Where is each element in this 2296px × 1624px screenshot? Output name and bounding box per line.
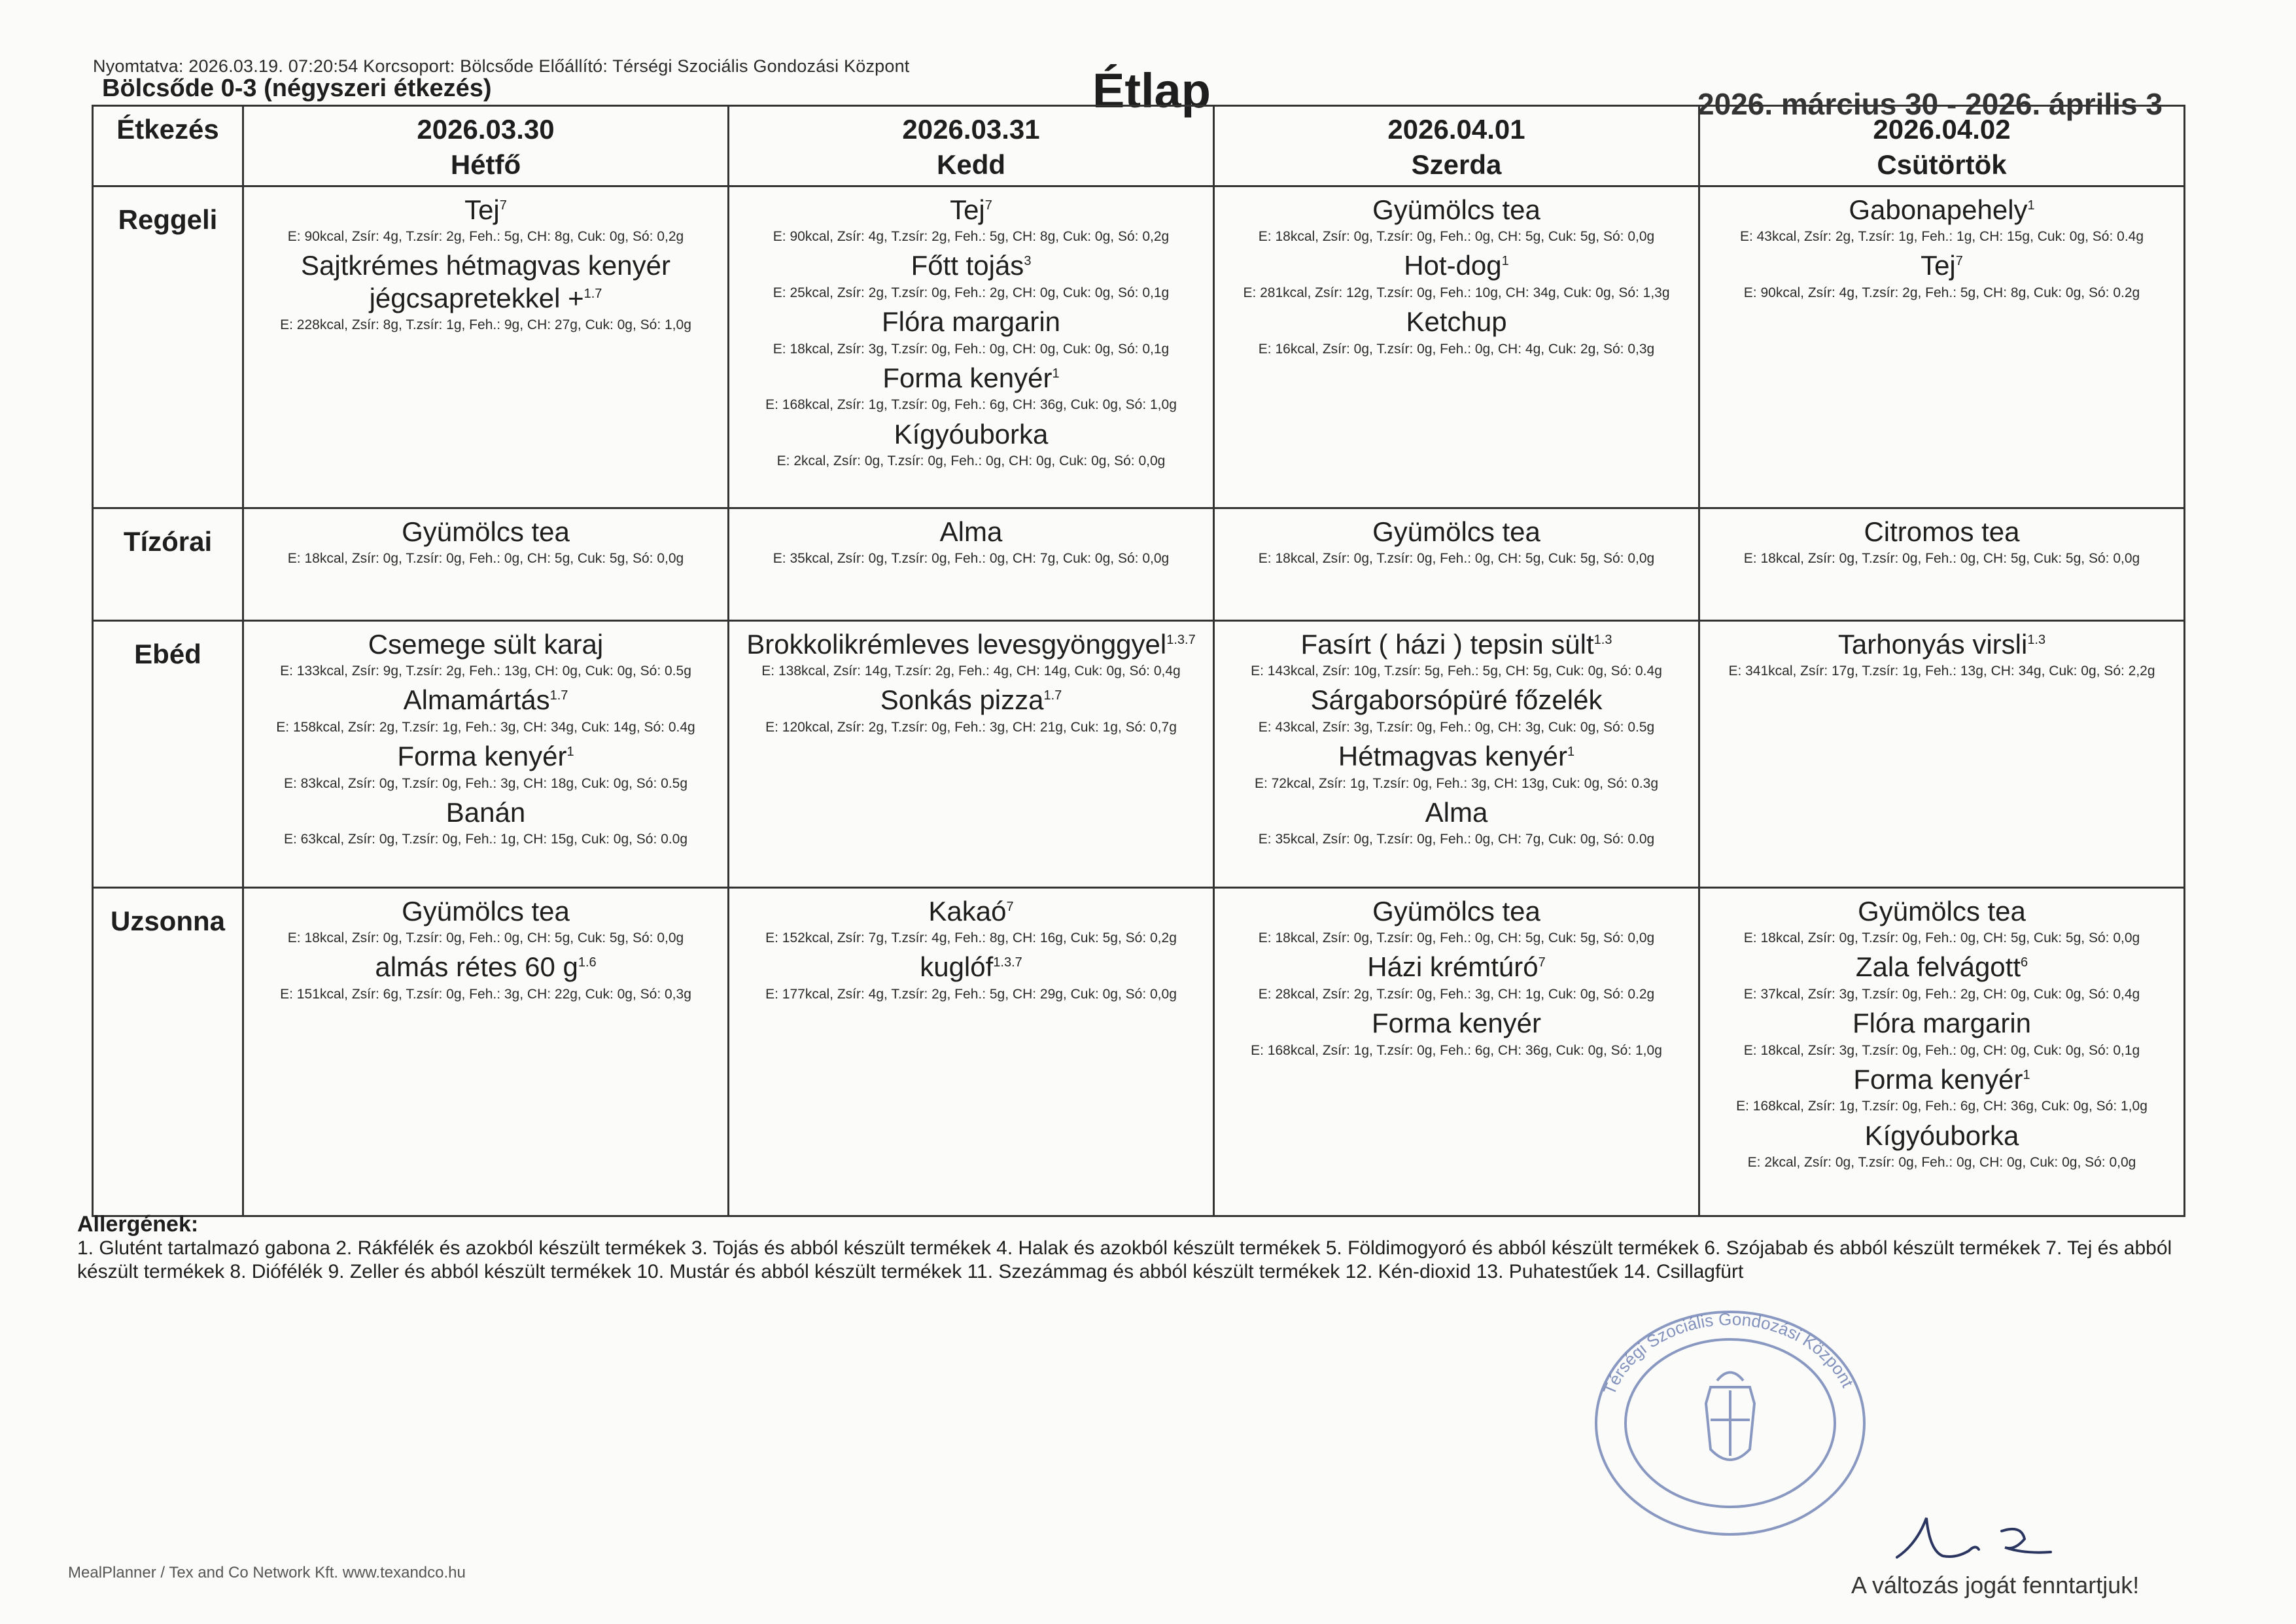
dish-label: Gyümölcs tea [1372, 194, 1540, 225]
dish-label: Tarhonyás virsli [1837, 628, 2028, 660]
allergen-codes: 1 [1052, 366, 1060, 381]
nutrition-info: E: 341kcal, Zsír: 17g, T.zsír: 1g, Feh.: 13g, CH: 34g, Cuk: 0g, Só: 2,2g [1728, 663, 2155, 679]
day-header [1214, 106, 1699, 186]
day-header [243, 106, 729, 186]
menu-cell [1699, 508, 2185, 620]
menu-cell [1214, 508, 1699, 620]
menu-table [92, 105, 2185, 1217]
day-date: 2026.03.31 [902, 114, 1040, 145]
nutrition-info: E: 35kcal, Zsír: 0g, T.zsír: 0g, Feh.: 0g, CH: 7g, Cuk: 0g, Só: 0,0g [773, 551, 1170, 567]
allergen-codes: 7 [1006, 899, 1014, 914]
dish-name [1219, 1007, 1694, 1040]
dish-name [1219, 249, 1694, 282]
dish-label: Tej [950, 194, 985, 225]
allergen-codes: 1 [1501, 254, 1509, 269]
dish-label: almás rétes 60 g [375, 951, 578, 983]
nutrition-info: E: 90kcal, Zsír: 4g, T.zsír: 2g, Feh.: 5g, CH: 8g, Cuk: 0g, Só: 0,2g [287, 229, 684, 245]
dish-name [1219, 516, 1694, 548]
dish-name [248, 628, 723, 661]
date-range: 2026. március 30 - 2026. április 3 [1697, 87, 2163, 121]
allergen-codes: 1.7 [549, 688, 568, 703]
day-header [729, 106, 1214, 186]
day-name: Csütörtök [1877, 149, 2007, 180]
dish-label: Flóra margarin [881, 306, 1061, 338]
nutrition-info: E: 90kcal, Zsír: 4g, T.zsír: 2g, Feh.: 5g, CH: 8g, Cuk: 0g, Só: 0.2g [1743, 285, 2140, 300]
meal-name: Ebéd [93, 620, 243, 887]
allergen-codes: 1 [566, 745, 574, 760]
allergen-codes: 7 [984, 198, 992, 213]
nutrition-info: E: 228kcal, Zsír: 8g, T.zsír: 1g, Feh.: 9g, CH: 27g, Cuk: 0g, Só: 1,0g [280, 317, 691, 333]
dish-label: Flóra margarin [1852, 1008, 2032, 1039]
official-stamp-icon [1583, 1299, 1877, 1547]
footer-credit: MealPlanner / Tex and Co Network Kft. www.texandco.hu [68, 1564, 466, 1581]
day-header [1699, 106, 2185, 186]
nutrition-info: E: 18kcal, Zsír: 0g, T.zsír: 0g, Feh.: 0g, CH: 5g, Cuk: 5g, Só: 0,0g [287, 930, 684, 946]
dish-label: Zala felvágott [1855, 951, 2021, 983]
dish-name [733, 194, 1209, 226]
allergen-codes: 1.3 [2027, 632, 2046, 647]
nutrition-info: E: 168kcal, Zsír: 1g, T.zsír: 0g, Feh.: 6g, CH: 36g, Cuk: 0g, Só: 1,0g [765, 397, 1177, 413]
meal-column-header: Étkezés [93, 106, 243, 186]
nutrition-info: E: 152kcal, Zsír: 7g, T.zsír: 4g, Feh.: 8g, CH: 16g, Cuk: 5g, Só: 0,2g [765, 930, 1177, 946]
nutrition-info: E: 43kcal, Zsír: 3g, T.zsír: 0g, Feh.: 0g, CH: 3g, Cuk: 0g, Só: 0.5g [1258, 719, 1655, 735]
menu-cell [243, 508, 729, 620]
dish-name [733, 684, 1209, 716]
menu-cell [1699, 186, 2185, 508]
menu-cell [1214, 620, 1699, 887]
dish-label: kuglóf [920, 951, 994, 983]
nutrition-info: E: 133kcal, Zsír: 9g, T.zsír: 2g, Feh.: 13g, CH: 0g, Cuk: 0g, Só: 0.5g [280, 663, 691, 679]
dish-label: Sonkás pizza [880, 684, 1044, 716]
dish-name [248, 249, 723, 314]
dish-name [248, 516, 723, 548]
day-name: Kedd [937, 149, 1005, 180]
dish-name [733, 362, 1209, 395]
nutrition-info: E: 2kcal, Zsír: 0g, T.zsír: 0g, Feh.: 0g, CH: 0g, Cuk: 0g, Só: 0,0g [1747, 1155, 2136, 1171]
page-title: Étlap [1092, 63, 1211, 118]
menu-cell [729, 508, 1214, 620]
dish-name [248, 951, 723, 983]
dish-name [733, 516, 1209, 548]
nutrition-info: E: 18kcal, Zsír: 0g, T.zsír: 0g, Feh.: 0g, CH: 5g, Cuk: 5g, Só: 0,0g [1743, 551, 2140, 567]
dish-name [248, 684, 723, 716]
nutrition-info: E: 43kcal, Zsír: 2g, T.zsír: 1g, Feh.: 1g, CH: 15g, Cuk: 0g, Só: 0.4g [1739, 229, 2144, 245]
allergen-codes: 1 [2023, 1067, 2030, 1082]
dish-label: Forma kenyér [1853, 1063, 2023, 1095]
dish-name [1219, 895, 1694, 928]
dish-name [1219, 796, 1694, 829]
meal-row [93, 887, 2185, 1216]
nutrition-info: E: 2kcal, Zsír: 0g, T.zsír: 0g, Feh.: 0g, CH: 0g, Cuk: 0g, Só: 0,0g [776, 453, 1166, 469]
dish-name [1704, 1007, 2180, 1040]
dish-label: Fasírt ( házi ) tepsin sült [1300, 628, 1594, 660]
allergen-codes: 6 [2021, 955, 2028, 970]
dish-name [1704, 1063, 2180, 1096]
dish-name [1219, 194, 1694, 226]
meal-row [93, 620, 2185, 887]
menu-cell [1214, 186, 1699, 508]
nutrition-info: E: 177kcal, Zsír: 4g, T.zsír: 2g, Feh.: 5g, CH: 29g, Cuk: 0g, Só: 0,0g [765, 986, 1177, 1002]
menu-cell [1699, 620, 2185, 887]
dish-name [1219, 740, 1694, 773]
print-info: Nyomtatva: 2026.03.19. 07:20:54 Korcsoport: Bölcsőde Előállító: Térségi Szociális Gondozási Központ [93, 56, 910, 76]
menu-cell [729, 887, 1214, 1216]
dish-label: Házi krémtúró [1367, 951, 1539, 983]
dish-label: Almamártás [403, 684, 550, 716]
footer-disclaimer: A változás jogát fenntartjuk! [1851, 1572, 2140, 1598]
dish-name [248, 194, 723, 226]
allergen-codes: 3 [1024, 254, 1032, 269]
meal-name: Uzsonna [93, 887, 243, 1216]
dish-label: Forma kenyér [397, 741, 567, 772]
dish-name [1704, 516, 2180, 548]
meal-name: Tízórai [93, 508, 243, 620]
allergen-codes: 1.3.7 [993, 955, 1022, 970]
dish-label: Citromos tea [1864, 516, 2020, 547]
nutrition-info: E: 72kcal, Zsír: 1g, T.zsír: 0g, Feh.: 3g, CH: 13g, Cuk: 0g, Só: 0.3g [1254, 775, 1659, 791]
allergen-codes: 1.6 [578, 955, 597, 970]
menu-cell [1214, 887, 1699, 1216]
dish-label: Gyümölcs tea [1372, 516, 1540, 547]
dish-label: Brokkolikrémleves levesgyönggyel [746, 628, 1167, 660]
dish-name [733, 895, 1209, 928]
nutrition-info: E: 83kcal, Zsír: 0g, T.zsír: 0g, Feh.: 3g, CH: 18g, Cuk: 0g, Só: 0.5g [283, 775, 688, 791]
meal-name: Reggeli [93, 186, 243, 508]
menu-cell [243, 887, 729, 1216]
age-group-title: Bölcsőde 0-3 (négyszeri étkezés) [102, 75, 492, 102]
meal-row [93, 508, 2185, 620]
dish-label: Gyümölcs tea [1372, 895, 1540, 927]
nutrition-info: E: 18kcal, Zsír: 3g, T.zsír: 0g, Feh.: 0g, CH: 0g, Cuk: 0g, Só: 0,1g [773, 341, 1170, 357]
dish-label: Gyümölcs tea [402, 895, 570, 927]
allergen-codes: 1.7 [1043, 688, 1062, 703]
dish-label: Kígyóuborka [894, 418, 1049, 450]
nutrition-info: E: 25kcal, Zsír: 2g, T.zsír: 0g, Feh.: 2g, CH: 0g, Cuk: 0g, Só: 0,1g [773, 285, 1170, 300]
menu-cell [1699, 887, 2185, 1216]
nutrition-info: E: 151kcal, Zsír: 6g, T.zsír: 0g, Feh.: 3g, CH: 22g, Cuk: 0g, Só: 0,3g [280, 986, 691, 1002]
dish-name [248, 895, 723, 928]
dish-name [1704, 951, 2180, 983]
allergen-codes: 7 [1538, 955, 1546, 970]
dish-label: Sajtkrémes hétmagvas kenyér jégcsapretekkel + [301, 250, 670, 313]
dish-label: Forma kenyér [882, 362, 1052, 393]
nutrition-info: E: 37kcal, Zsír: 3g, T.zsír: 0g, Feh.: 2g, CH: 0g, Cuk: 0g, Só: 0,4g [1743, 986, 2140, 1002]
dish-label: Gyümölcs tea [1858, 895, 2026, 927]
nutrition-info: E: 18kcal, Zsír: 0g, T.zsír: 0g, Feh.: 0g, CH: 5g, Cuk: 5g, Só: 0,0g [1258, 229, 1655, 245]
dish-name [733, 628, 1209, 661]
dish-label: Ketchup [1406, 306, 1507, 338]
menu-cell [243, 620, 729, 887]
allergen-legend: 1. Glutént tartalmazó gabona 2. Rákfélék és azokból készült termékek 3. Tojás és abból készült termékek 4. Halak és azokból készült termékek 5. Földimogyoró és abból készült termékek 6. Szójabab és abból készült termékek 7. Tej és abból készült termékek 8. Diófélék 9. Zeller és abból készült termékek 10. Mustár és abból készült termékek 11. Szezámmag és abból készült termékek 12. Kén-dioxid 13. Puhatestűek 14. Csillagfürt [77, 1237, 2172, 1282]
allergen-title: Allergének: [77, 1212, 199, 1237]
dish-name [1219, 628, 1694, 661]
day-date: 2026.04.02 [1873, 114, 2011, 145]
nutrition-info: E: 18kcal, Zsír: 0g, T.zsír: 0g, Feh.: 0g, CH: 5g, Cuk: 5g, Só: 0,0g [1258, 551, 1655, 567]
dish-label: Gyümölcs tea [402, 516, 570, 547]
allergen-codes: 1.3 [1593, 632, 1612, 647]
dish-name [1219, 951, 1694, 983]
dish-name [1704, 628, 2180, 661]
allergen-codes: 1.7 [583, 286, 602, 301]
dish-name [733, 951, 1209, 983]
nutrition-info: E: 281kcal, Zsír: 12g, T.zsír: 0g, Feh.: 10g, CH: 34g, Cuk: 0g, Só: 1,3g [1243, 285, 1670, 300]
nutrition-info: E: 18kcal, Zsír: 0g, T.zsír: 0g, Feh.: 0g, CH: 5g, Cuk: 5g, Só: 0,0g [1743, 930, 2140, 946]
menu-cell [729, 620, 1214, 887]
day-name: Hétfő [450, 149, 521, 180]
nutrition-info: E: 120kcal, Zsír: 2g, T.zsír: 0g, Feh.: 3g, CH: 21g, Cuk: 1g, Só: 0,7g [765, 719, 1177, 735]
nutrition-info: E: 168kcal, Zsír: 1g, T.zsír: 0g, Feh.: 6g, CH: 36g, Cuk: 0g, Só: 1,0g [1736, 1099, 2148, 1114]
day-name: Szerda [1411, 149, 1502, 180]
dish-label: Hot-dog [1404, 250, 1502, 281]
dish-label: Hétmagvas kenyér [1338, 741, 1568, 772]
dish-name [248, 796, 723, 829]
day-date: 2026.03.30 [417, 114, 555, 145]
dish-label: Banán [445, 796, 526, 828]
nutrition-info: E: 168kcal, Zsír: 1g, T.zsír: 0g, Feh.: 6g, CH: 36g, Cuk: 0g, Só: 1,0g [1251, 1042, 1662, 1058]
dish-name [733, 249, 1209, 282]
dish-label: Forma kenyér [1371, 1008, 1542, 1039]
dish-name [733, 306, 1209, 338]
stamp-text: Térségi Szociális Gondozási Központ [1599, 1309, 1858, 1398]
menu-cell [729, 186, 1214, 508]
dish-label: Tej [464, 194, 500, 225]
allergen-codes: 7 [1955, 254, 1963, 269]
dish-label: Kakaó [928, 895, 1007, 927]
dish-name [1704, 194, 2180, 226]
dish-name [1704, 895, 2180, 928]
nutrition-info: E: 18kcal, Zsír: 0g, T.zsír: 0g, Feh.: 0g, CH: 5g, Cuk: 5g, Só: 0,0g [287, 551, 684, 567]
day-date: 2026.04.01 [1387, 114, 1525, 145]
days-header-row [93, 106, 2185, 186]
dish-name [733, 418, 1209, 451]
dish-name [1219, 306, 1694, 338]
dish-label: Sárgaborsópüré főzelék [1310, 684, 1603, 716]
nutrition-info: E: 143kcal, Zsír: 10g, T.zsír: 5g, Feh.: 5g, CH: 5g, Cuk: 0g, Só: 0.4g [1251, 663, 1662, 679]
nutrition-info: E: 18kcal, Zsír: 0g, T.zsír: 0g, Feh.: 0g, CH: 5g, Cuk: 5g, Só: 0,0g [1258, 930, 1655, 946]
dish-name [1704, 249, 2180, 282]
dish-name [1704, 1120, 2180, 1152]
menu-body [93, 186, 2185, 1216]
nutrition-info: E: 138kcal, Zsír: 14g, T.zsír: 2g, Feh.: 4g, CH: 14g, Cuk: 0g, Só: 0,4g [761, 663, 1181, 679]
nutrition-info: E: 16kcal, Zsír: 0g, T.zsír: 0g, Feh.: 0g, CH: 4g, Cuk: 2g, Só: 0,3g [1258, 341, 1655, 357]
dish-label: Alma [939, 516, 1003, 547]
nutrition-info: E: 90kcal, Zsír: 4g, T.zsír: 2g, Feh.: 5g, CH: 8g, Cuk: 0g, Só: 0,2g [773, 229, 1170, 245]
menu-cell [243, 186, 729, 508]
meal-row [93, 186, 2185, 508]
dish-name [248, 740, 723, 773]
nutrition-info: E: 18kcal, Zsír: 3g, T.zsír: 0g, Feh.: 0g, CH: 0g, Cuk: 0g, Só: 0,1g [1743, 1042, 2140, 1058]
dish-label: Kígyóuborka [1864, 1120, 2019, 1151]
nutrition-info: E: 28kcal, Zsír: 2g, T.zsír: 0g, Feh.: 3g, CH: 1g, Cuk: 0g, Só: 0.2g [1258, 986, 1655, 1002]
dish-label: Alma [1425, 796, 1488, 828]
dish-label: Főtt tojás [911, 250, 1024, 281]
dish-label: Csemege sült karaj [368, 628, 604, 660]
signature-icon [1890, 1505, 2061, 1577]
allergen-codes: 1.3.7 [1166, 632, 1196, 647]
nutrition-info: E: 63kcal, Zsír: 0g, T.zsír: 0g, Feh.: 1g, CH: 15g, Cuk: 0g, Só: 0.0g [283, 832, 688, 847]
allergen-codes: 1 [2027, 198, 2035, 213]
dish-label: Gabonapehely [1849, 194, 2028, 225]
allergen-codes: 7 [499, 198, 507, 213]
allergen-codes: 1 [1567, 745, 1575, 760]
nutrition-info: E: 35kcal, Zsír: 0g, T.zsír: 0g, Feh.: 0g, CH: 7g, Cuk: 0g, Só: 0.0g [1258, 832, 1655, 847]
dish-label: Tej [1921, 250, 1956, 281]
dish-name [1219, 684, 1694, 716]
nutrition-info: E: 158kcal, Zsír: 2g, T.zsír: 1g, Feh.: 3g, CH: 34g, Cuk: 14g, Só: 0.4g [276, 719, 695, 735]
